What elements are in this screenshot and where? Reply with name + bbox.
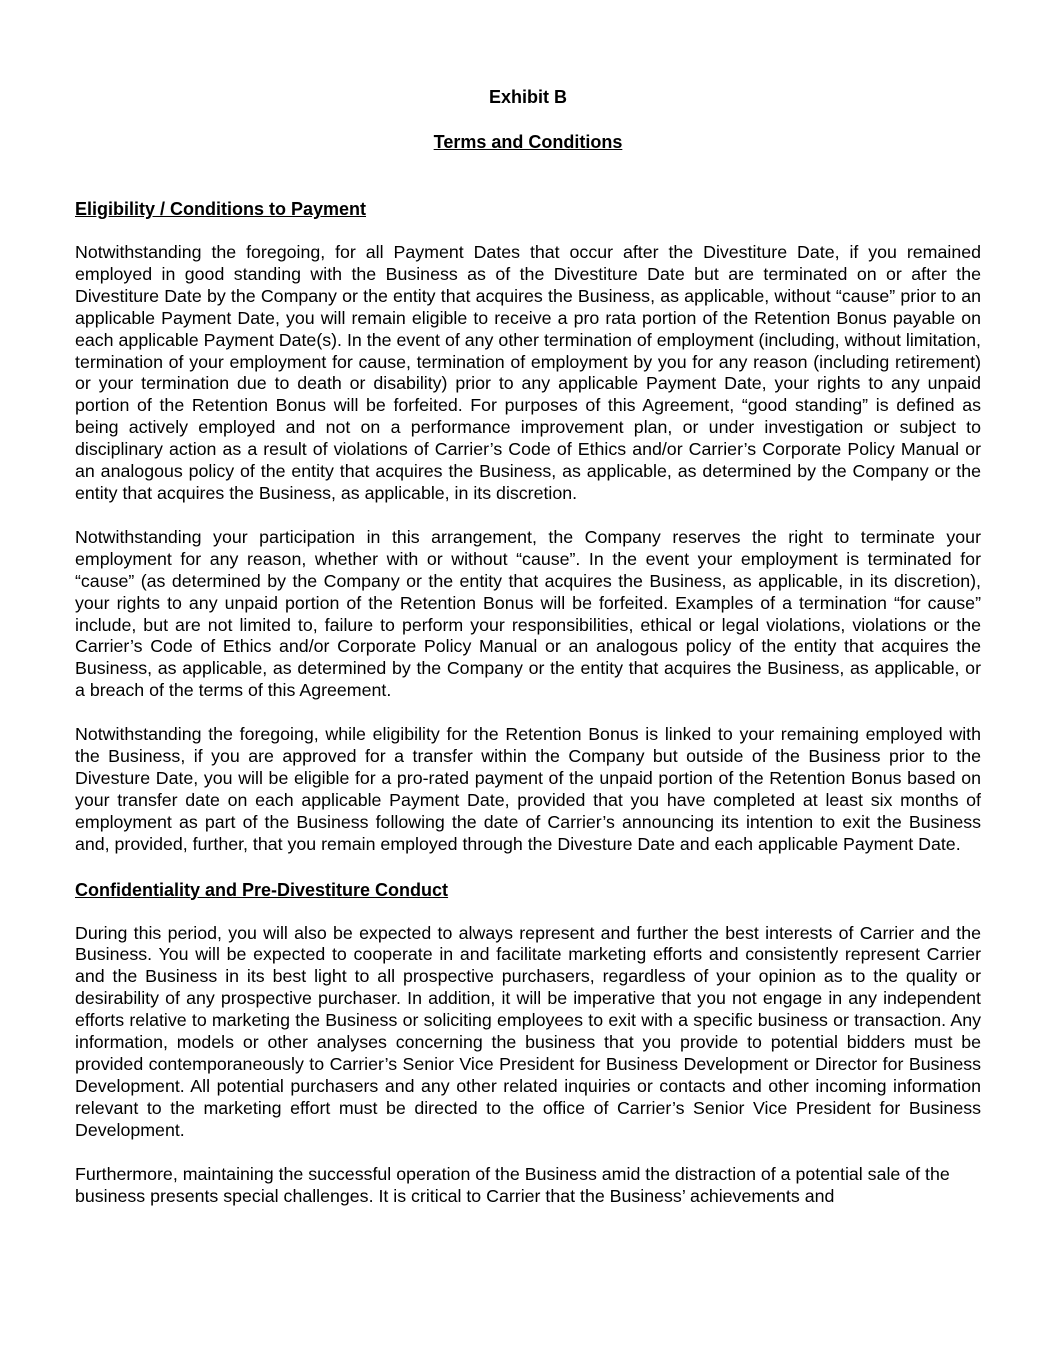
section-heading: Confidentiality and Pre-Divestiture Conduct: [75, 879, 449, 900]
paragraph: During this period, you will also be expected to always represent and further the best interests of Carrier and the Business. You will be expected to cooperate in and facilitate marketing efforts and consistently represent Carrier and the Business in its best light to all prospective purchasers, regardless of your opinion as to the quality or desirability of any prospective purchaser. In addition, it will be imperative that you not engage in any independent efforts relative to marketing the Business or soliciting employees to exit with a specific business or transaction. Any information, models or other analyses concerning the business that you provide to potential bidders must be provided contemporaneously to Carrier’s Senior Vice President for Business Development or Director for Business Development. All potential purchasers and any other related inquiries or contacts and other incoming information relevant to the marketing effort must be directed to the office of Carrier’s Senior Vice President for Business Development.: [75, 922, 981, 1140]
section-heading: Eligibility / Conditions to Payment: [75, 199, 367, 219]
section-confidentiality: [75, 878, 981, 1208]
exhibit-title: Exhibit B: [488, 87, 567, 107]
paragraph: Notwithstanding the foregoing, while eligibility for the Retention Bonus is linked to your remaining employed with the Business, if you are approved for a transfer within the Company but outside of the Business prior to the Divesture Date, you will be eligible for a pro-rated payment of the unpaid portion of the Retention Bonus based on your transfer date on each applicable Payment Date, provided that you have completed at least six months of employment as part of the Business following the date of Carrier’s announcing its intention to exit the Business and, provided, further, that you remain employed through the Divesture Date and each applicable Payment Date.: [75, 724, 981, 854]
paragraph: Notwithstanding the foregoing, for all Payment Dates that occur after the Divestiture Date, if you remained employed in good standing with the Business as of the Divestiture Date but are terminated on or after the Divestiture Date by the Company or the entity that acquires the Business, as applicable, without “cause” prior to an applicable Payment Date, you will remain eligible to receive a pro rata portion of the Retention Bonus payable on each applicable Payment Date(s). In the event of any other termination of employment (including, without limitation, termination of your employment for cause, termination of employment by you for any reason (including retirement) or your termination due to death or disability) prior to any applicable Payment Date, your rights to any unpaid portion of the Retention Bonus will be forfeited. For purposes of this Agreement, “good standing” is defined as being actively employed and not on a performance improvement plan, or under investigation or subject to disciplinary action as a result of violations of Carrier’s Code of Ethics and/or Carrier’s Corporate Policy Manual or an analogous policy of the entity that acquires the Business, as applicable, as determined by the Company or the entity that acquires the Business, as applicable, in its discretion.: [75, 242, 981, 503]
document-subtitle: Terms and Conditions: [433, 132, 623, 152]
paragraph: Furthermore, maintaining the successful operation of the Business amid the distraction of a potential sale of the business presents special challenges. It is critical to Carrier that the Business’ achievements and: [75, 1163, 950, 1206]
section-eligibility: [75, 197, 981, 856]
document-page: [75, 84, 981, 1207]
paragraph: Notwithstanding your participation in this arrangement, the Company reserves the right to terminate your employment for any reason, whether with or without “cause”. In the event your employment is terminated for “cause” (as determined by the Company or the entity that acquires the Business, as applicable, in its discretion), your rights to any unpaid portion of the Retention Bonus will be forfeited. Examples of a termination “for cause” include, but are not limited to, failure to perform your responsibilities, ethical or legal violations, violations or the Carrier’s Code of Ethics and/or Corporate Policy Manual or an analogous policy of the entity that acquires the Business, as applicable, as determined by the Company or the entity that acquires the Business, as applicable, or a breach of the terms of this Agreement.: [75, 526, 981, 701]
